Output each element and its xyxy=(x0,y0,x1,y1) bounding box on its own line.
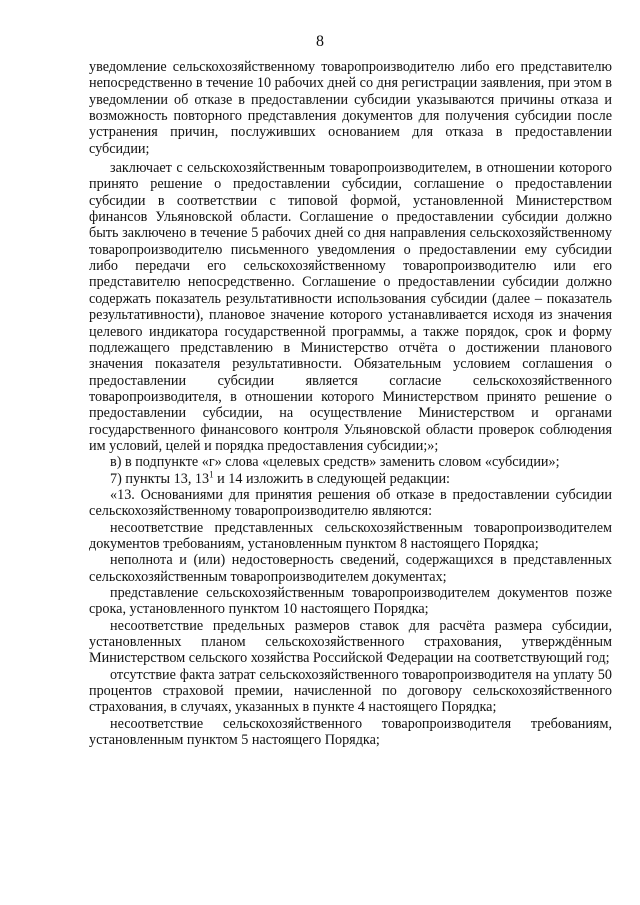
paragraph-item-7 xyxy=(89,468,612,487)
list-item: отсутствие факта затрат сельскохозяйственного товаропроизводителя на уплату 50 процентов страховой премии, начисленной по договору сельскохозяйственного страхования, в случаях, указанных в пункте 4 настоящего Порядка; xyxy=(89,666,612,716)
item-7-text: 7) пункты 13, 13 xyxy=(110,470,210,487)
page-number: 8 xyxy=(316,33,324,50)
item-7-superscript: 1 xyxy=(209,468,214,479)
item-7-text-end: и 14 изложить в следующей редакции: xyxy=(213,470,450,487)
document-body xyxy=(89,59,612,748)
paragraph-subitem-g: в) в подпункте «г» слова «целевых средств» заменить словом «субсидии»; xyxy=(110,454,560,471)
list-item: представление сельскохозяйственным товаропроизводителем документов позже срока, установленного пунктом 10 настоящего Порядка; xyxy=(89,585,612,618)
list-item: несоответствие представленных сельскохозяйственным товаропроизводителем документов требованиям, установленным пунктом 8 настоящего Порядка; xyxy=(89,519,612,552)
list-item: несоответствие предельных размеров ставок для расчёта размера субсидии, установленных планом сельскохозяйственного страхования, утверждённым Министерством сельского хозяйства Российской Федерации на соответствующий год; xyxy=(89,617,612,667)
paragraph-point-13: «13. Основаниями для принятия решения об отказе в предоставлении субсидии сельскохозяйственному товаропроизводителю являются: xyxy=(89,486,612,520)
list-item: несоответствие сельскохозяйственного товаропроизводителя требованиям, установленным пунктом 5 настоящего Порядка; xyxy=(89,715,612,749)
list-item: неполнота и (или) недостоверность сведений, содержащихся в представленных сельскохозяйственным товаропроизводителем документах; xyxy=(89,552,612,585)
paragraph-agreement: заключает с сельскохозяйственным товаропроизводителем, в отношении которого принято решение о предоставлении субсидии, соглашение о предоставлении субсидии в соответствии с типовой формой, установленной Министерством финансов Ульяновской области. Соглашение о предоставлении субсидии должно быть заключено в течение 5 рабочих дней со дня направления сельскохозяйственному товаропроизводителю письменного уведомления о предоставлении ему субсидии либо передачи его сельскохозяйственному товаропроизводителю или его представителю непосредственно. Соглашение о предоставлении субсидии должно содержать показатель результативности использования субсидии (далее – показатель результативности), плановое значение которого устанавливается исходя из значения целевого индикатора государственной программы, а также порядок, срок и форму подлежащего представлению в Министерство отчёта о достижении планового значения показателя результативности. Обязательным условием соглашения о предоставлении субсидии является согласие сельскохозяйственного товаропроизводителя, в отношении которого Министерством принято решение о предоставлении субсидии, на осуществление Министерством и органами государственного финансового контроля Ульяновской области проверок соблюдения им условий, целей и порядка предоставления субсидии;»; xyxy=(89,160,612,454)
paragraph-notification: уведомление сельскохозяйственному товаропроизводителю либо его представителю непосредственно в течение 10 рабочих дней со дня регистрации заявления, при этом в уведомлении об отказе в предоставлении субсидии указываются причины отказа и возможность повторного представления документов для получения субсидии после устранения причин, послуживших основанием для отказа в предоставлении субсидии; xyxy=(89,59,612,157)
